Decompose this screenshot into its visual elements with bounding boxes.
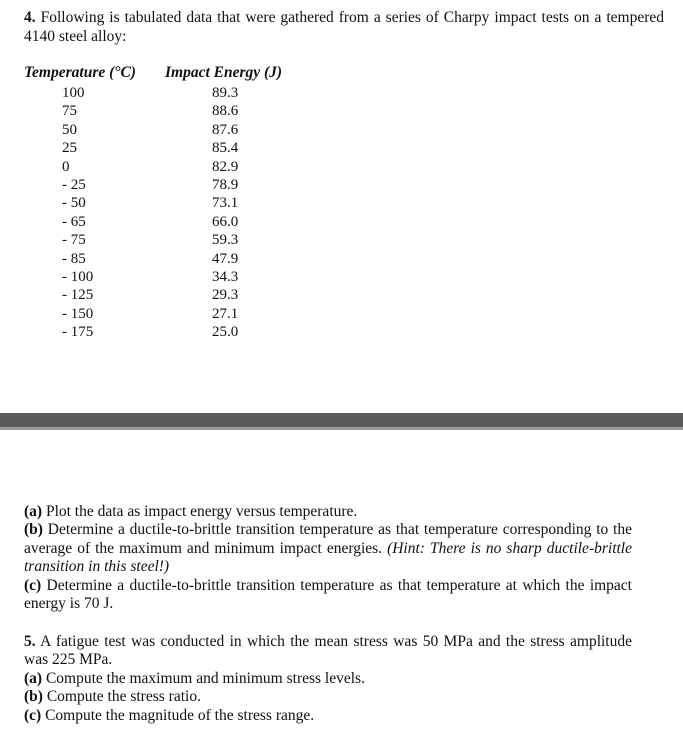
temperature-cell: - 175 [62, 324, 94, 341]
energy-cell: 47.9 [212, 250, 239, 267]
temperature-cell: 25 [62, 140, 77, 157]
energy-cell: 25.0 [212, 324, 239, 341]
temperature-cell: - 50 [62, 195, 86, 212]
question-5-intro [24, 633, 632, 670]
question-4-part-b [24, 521, 632, 576]
temperature-column [62, 84, 93, 342]
part-text: Plot the data as impact energy versus temperature. [42, 503, 358, 520]
page-divider-shadow [0, 427, 683, 430]
question-5-part-a [24, 670, 632, 688]
energy-cell: 29.3 [212, 287, 239, 304]
part-label: (a) [24, 503, 43, 520]
part-text: Compute the magnitude of the stress range. [41, 706, 315, 724]
question-5 [24, 633, 632, 725]
question-5-intro-text: A fatigue test was conducted in which the mean stress was 50 MPa and the stress amplitude was 225 MPa. [24, 633, 632, 669]
part-label: (c) [24, 576, 42, 594]
question-5-part-c [24, 707, 632, 725]
question-5-number: 5. [24, 633, 36, 650]
temperature-cell: - 25 [62, 177, 86, 194]
temperature-cell: - 150 [62, 305, 94, 322]
temperature-column-header: Temperature (°C) [24, 64, 136, 81]
energy-cell: 87.6 [212, 121, 239, 138]
question-4-part-c [24, 577, 632, 614]
part-hint: (Hint: There is no sharp ductile-brittle transition in this steel!) [24, 539, 632, 576]
part-label: (a) [24, 669, 43, 687]
part-text: Determine a ductile-to-brittle transition temperature as that temperature at which the impact energy is 70 J. [24, 576, 632, 613]
part-label: (c) [24, 706, 42, 724]
question-5-part-b [24, 688, 632, 706]
question-4-number: 4. [24, 9, 36, 26]
temperature-cell: 0 [62, 158, 70, 175]
energy-cell: 34.3 [212, 269, 239, 286]
part-text: Determine a ductile-to-brittle transition temperature as that temperature corresponding to the average of the maximum and minimum impact energies. [24, 521, 632, 557]
question-4-intro [24, 8, 664, 46]
question-4-parts [24, 503, 632, 613]
energy-cell: 88.6 [212, 103, 239, 120]
question-4-part-a [24, 503, 632, 521]
energy-cell: 85.4 [212, 140, 239, 157]
temperature-cell: - 85 [62, 250, 86, 267]
temperature-cell: - 100 [62, 269, 94, 286]
energy-column [212, 84, 238, 342]
energy-cell: 66.0 [212, 213, 239, 230]
energy-cell: 73.1 [212, 195, 239, 212]
part-label: (b) [24, 521, 43, 539]
temperature-cell: 100 [62, 85, 85, 101]
part-label: (b) [24, 688, 43, 706]
temperature-cell: - 65 [62, 213, 86, 230]
question-4-intro-text: Following is tabulated data that were gathered from a series of Charpy impact tests on a tempered 4140 steel alloy: [24, 9, 665, 45]
temperature-cell: 50 [62, 121, 77, 138]
energy-cell: 27.1 [212, 305, 239, 322]
part-text: Compute the stress ratio. [42, 688, 201, 706]
part-text: Compute the maximum and minimum stress levels. [42, 669, 365, 687]
temperature-cell: - 75 [62, 232, 86, 249]
energy-cell: 59.3 [212, 232, 239, 249]
energy-cell: 78.9 [212, 177, 239, 194]
energy-cell: 82.9 [212, 158, 239, 175]
energy-cell: 89.3 [212, 85, 239, 101]
temperature-cell: 75 [62, 103, 77, 120]
page-divider-bar [0, 413, 683, 427]
energy-column-header: Impact Energy (J) [165, 64, 283, 81]
temperature-cell: - 125 [62, 287, 94, 304]
